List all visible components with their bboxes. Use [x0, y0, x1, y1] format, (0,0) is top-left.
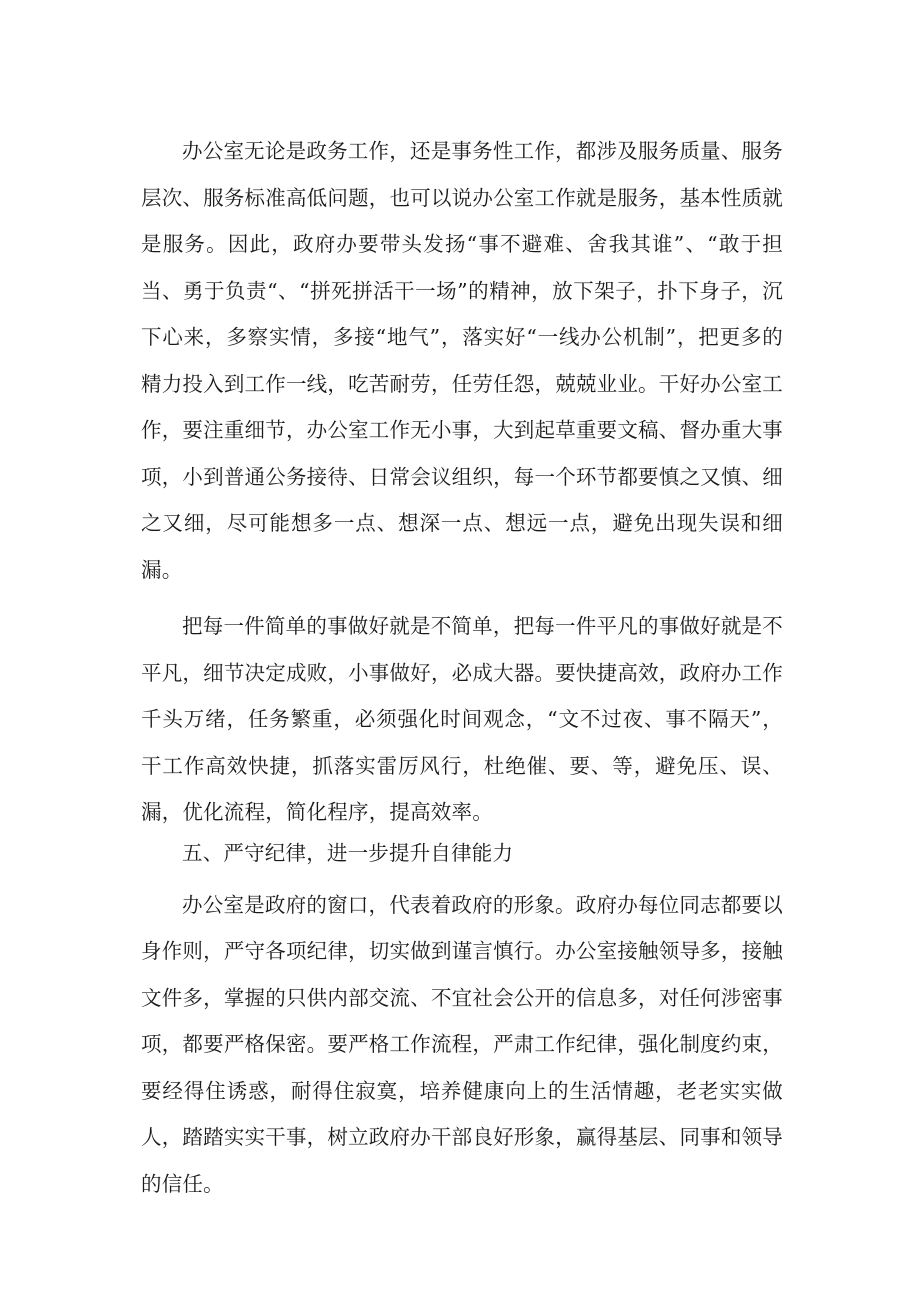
body-paragraph-2: 把每一件简单的事做好就是不简单，把每一件平凡的事做好就是不平凡，细节决定成败，小事做好，必成大器。要快捷高效，政府办工作千头万绪，任务繁重，必须强化时间观念，“文不过夜、事不隔天”，干工作高效快捷，抓落实雷厉风行，杜绝催、要、等，避免压、误、漏，优化流程，简化程序，提高效率。	[141, 614, 783, 824]
document-page	[141, 128, 783, 1207]
body-paragraph-1: 办公室无论是政务工作，还是事务性工作，都涉及服务质量、服务层次、服务标准高低问题，也可以说办公室工作就是服务，基本性质就是服务。因此，政府办要带头发扬“事不避难、舍我其谁”、“敢于担当、勇于负责“、“拼死拼活干一场”的精神，放下架子，扑下身子，沉下心来，多察实情，多接“地气”，落实好“一线办公机制”，把更多的精力投入到工作一线，吃苦耐劳，任劳任怨，兢兢业业。干好办公室工作，要注重细节，办公室工作无小事，大到起草重要文稿、督办重大事项，小到普通公务接待、日常会议组织，每一个环节都要慎之又慎、细之又细，尽可能想多一点、想深一点、想远一点，避免出现失误和细漏。	[141, 139, 783, 582]
body-paragraph-3: 办公室是政府的窗口，代表着政府的形象。政府办每位同志都要以身作则，严守各项纪律，切实做到谨言慎行。办公室接触领导多，接触文件多，掌握的只供内部交流、不宜社会公开的信息多，对任何涉密事项，都要严格保密。要严格工作流程，严肃工作纪律，强化制度约束，要经得住诱惑，耐得住寂寞，培养健康向上的生活情趣，老老实实做人，踏踏实实干事，树立政府办干部良好形象，赢得基层、同事和领导的信任。	[141, 892, 783, 1196]
section-heading: 五、严守纪律，进一步提升自律能力	[182, 840, 514, 865]
